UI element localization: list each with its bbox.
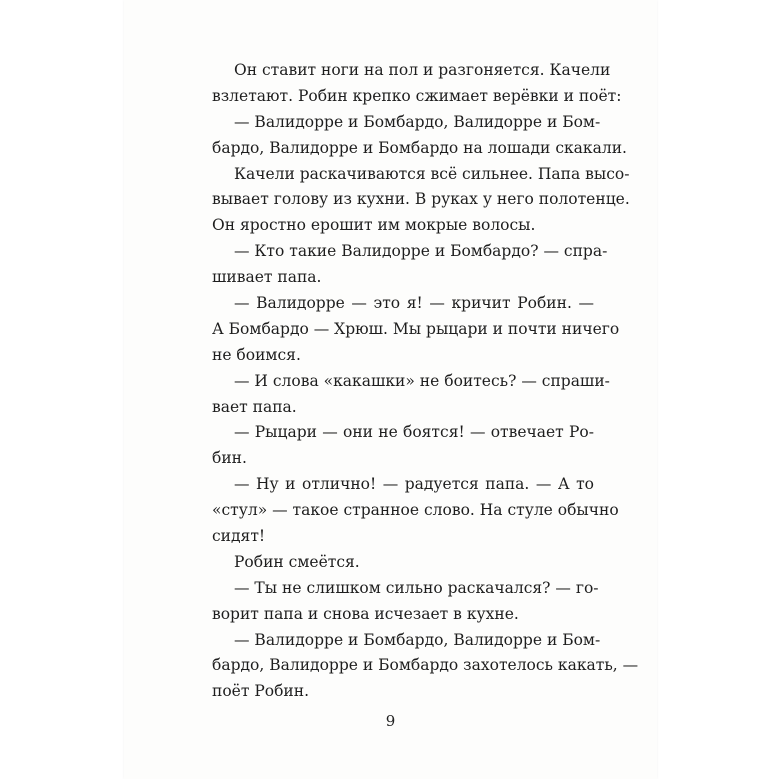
text-line: «стул» — такое странное слово. На стуле обычно xyxy=(212,501,619,520)
text-line: не боимся. xyxy=(212,345,301,364)
text-line: — Валидорре и Бомбардо, Валидорре и Бом- xyxy=(234,112,601,131)
text-line: вывает голову из кухни. В руках у него полотенце. xyxy=(212,190,630,209)
text-line: — Кто такие Валидорре и Бомбардо? — спра- xyxy=(234,242,608,261)
text-line: вает папа. xyxy=(212,397,297,416)
text-line: поёт Робин. xyxy=(212,682,310,701)
text-line: Робин смеётся. xyxy=(234,552,360,571)
text-line: А Бомбардо — Хрюш. Мы рыцари и почти ничего xyxy=(212,319,620,338)
text-line: бардо, Валидорре и Бомбардо на лошади скакали. xyxy=(212,138,627,157)
book-page xyxy=(124,0,657,779)
text-line: — Ты не слишком сильно раскачался? — го- xyxy=(234,578,599,597)
text-line: Он яростно ерошит им мокрые волосы. xyxy=(212,216,536,235)
text-line: Он ставит ноги на пол и разгоняется. Качели xyxy=(234,61,611,79)
text-line: бардо, Валидорре и Бомбардо захотелось какать, — xyxy=(212,656,639,675)
text-line: Качели раскачиваются всё сильнее. Папа высо- xyxy=(234,164,630,183)
text-line: сидят! xyxy=(212,527,266,546)
text-line: — Валидорре — это я! — кричит Робин. — xyxy=(234,294,594,313)
text-line: взлетают. Робин крепко сжимает верёвки и поёт: xyxy=(212,86,622,105)
text-line: — Валидорре и Бомбардо, Валидорре и Бом- xyxy=(234,630,601,649)
body-text xyxy=(212,58,639,705)
text-line: ворит папа и снова исчезает в кухне. xyxy=(212,604,519,623)
text-line: — Ну и отлично! — радуется папа. — А то xyxy=(234,475,594,494)
text-line: шивает папа. xyxy=(212,268,322,287)
page-number: 9 xyxy=(385,712,396,730)
text-line: — Рыцари — они не боятся! — отвечает Ро- xyxy=(234,423,594,442)
text-line: — И слова «какашки» не боитесь? — спраши- xyxy=(234,371,610,390)
text-line: бин. xyxy=(212,449,247,468)
